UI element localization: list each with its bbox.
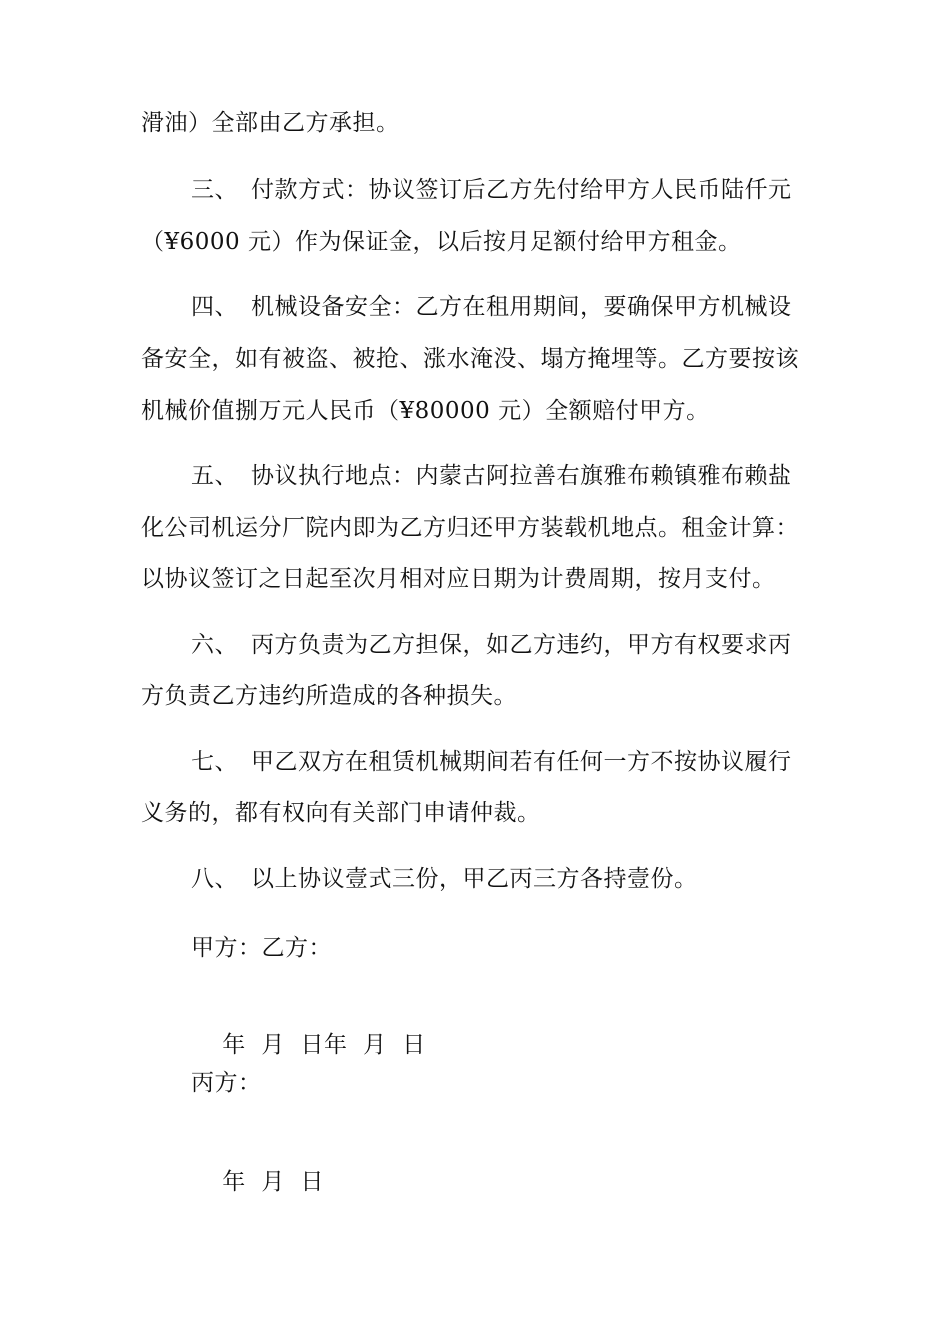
clause-number: 八、 bbox=[191, 866, 238, 892]
clause-7-line-1 bbox=[191, 747, 821, 777]
clause-6-line-1 bbox=[191, 630, 821, 660]
signature-date-c bbox=[191, 1137, 821, 1227]
clause-text: （¥6000 元）作为保证金，以后按月足额付给甲方租金。 bbox=[141, 229, 742, 255]
clause-text: 方负责乙方违约所造成的各种损失。 bbox=[141, 683, 517, 709]
signature-label: 丙方： bbox=[191, 1070, 262, 1096]
clause-4-line-2 bbox=[141, 344, 821, 374]
clause-number: 三、 bbox=[191, 177, 238, 203]
clause-number: 七、 bbox=[191, 749, 238, 775]
clause-text: 付款方式：协议签订后乙方先付给甲方人民币陆仟元 bbox=[251, 177, 792, 203]
clause-5-line-3 bbox=[141, 564, 821, 594]
text-continuation: 滑油）全部由乙方承担。 bbox=[141, 110, 400, 136]
clause-text: 丙方负责为乙方担保，如乙方违约，甲方有权要求丙 bbox=[251, 632, 792, 658]
clause-5-line-1 bbox=[191, 461, 821, 491]
clause-number: 四、 bbox=[191, 294, 238, 320]
clause-text: 化公司机运分厂院内即为乙方归还甲方装载机地点。租金计算： bbox=[141, 515, 799, 541]
clause-text: 义务的，都有权向有关部门申请仲裁。 bbox=[141, 800, 541, 826]
clause-text: 机械价值捌万元人民币（¥80000 元）全额赔付甲方。 bbox=[141, 398, 710, 424]
signature-party-a-b bbox=[191, 933, 821, 963]
clause-6-line-2 bbox=[141, 681, 821, 711]
clause-text: 以协议签订之日起至次月相对应日期为计费周期，按月支付。 bbox=[141, 566, 776, 592]
clause-3-line-1 bbox=[191, 175, 821, 205]
signature-party-c bbox=[191, 1068, 821, 1098]
clause-4-line-3 bbox=[141, 396, 821, 426]
text-line bbox=[141, 108, 821, 138]
clause-text: 以上协议壹式三份，甲乙丙三方各持壹份。 bbox=[251, 866, 698, 892]
clause-3-line-2 bbox=[141, 227, 821, 257]
signature-label: 甲方：乙方： bbox=[191, 935, 332, 961]
signature-date: 年 月 日 bbox=[222, 1169, 324, 1195]
clause-number: 六、 bbox=[191, 632, 238, 658]
clause-text: 协议执行地点：内蒙古阿拉善右旗雅布赖镇雅布赖盐 bbox=[251, 463, 792, 489]
clause-text: 甲乙双方在租赁机械期间若有任何一方不按协议履行 bbox=[251, 749, 792, 775]
clause-text: 机械设备安全：乙方在租用期间，要确保甲方机械设 bbox=[251, 294, 792, 320]
clause-5-line-2 bbox=[141, 513, 821, 543]
signature-date: 年 月 日年 月 日 bbox=[222, 1032, 426, 1058]
clause-4-line-1 bbox=[191, 292, 821, 322]
clause-7-line-2 bbox=[141, 798, 821, 828]
clause-number: 五、 bbox=[191, 463, 238, 489]
clause-text: 备安全，如有被盗、被抢、涨水淹没、塌方掩埋等。乙方要按该 bbox=[141, 346, 799, 372]
clause-8-line-1 bbox=[191, 864, 821, 894]
